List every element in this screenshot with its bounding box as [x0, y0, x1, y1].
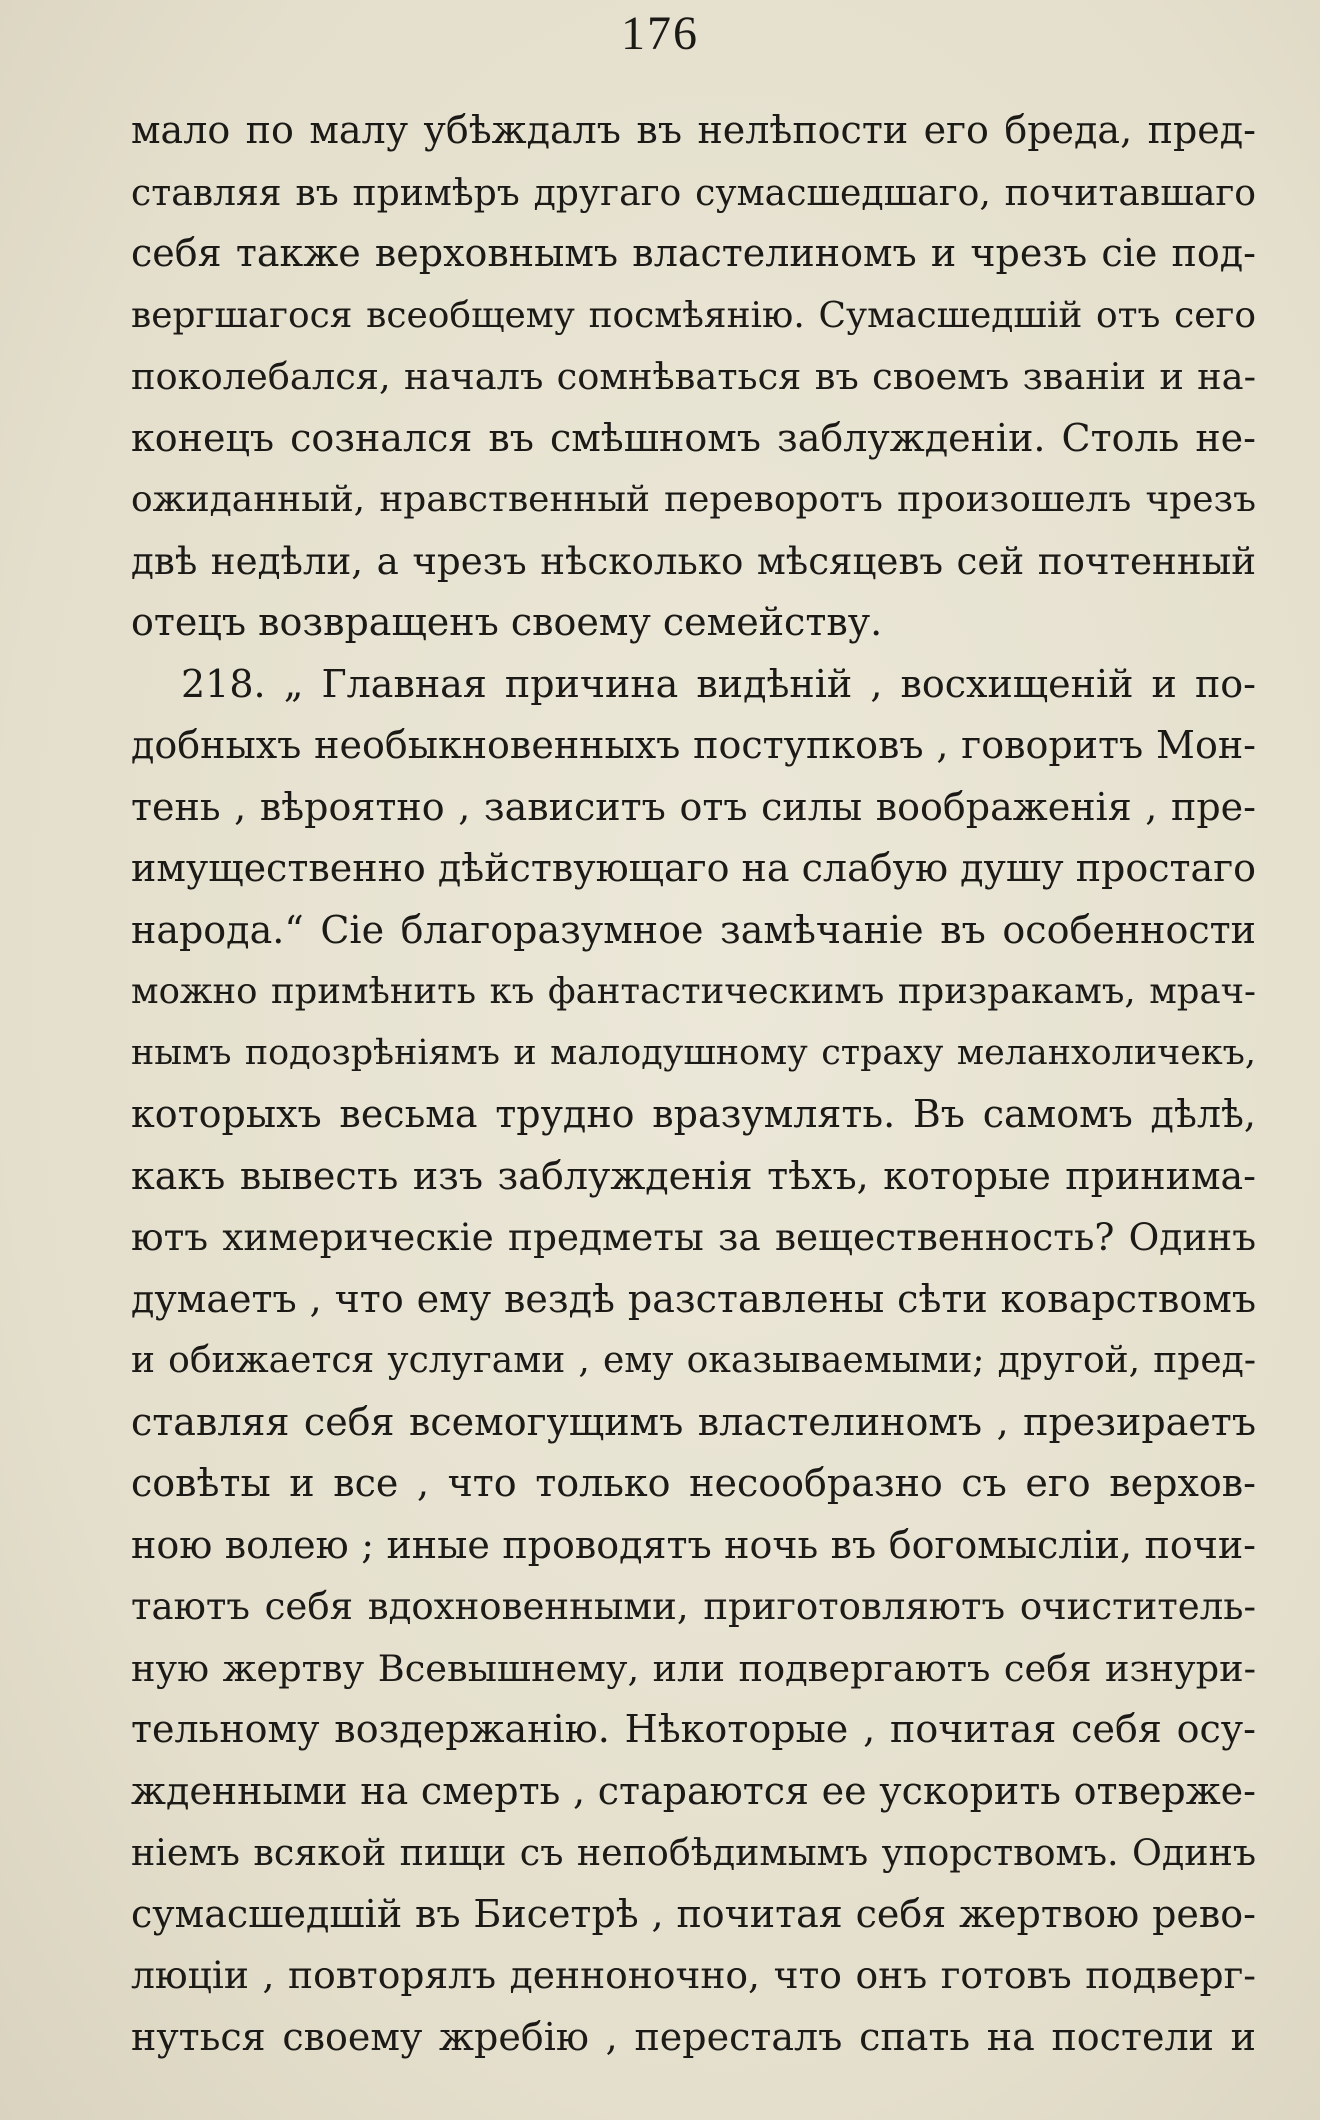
text-line: ставляя себя всемогущимъ властелиномъ , презираетъ — [131, 1399, 1256, 1444]
text-line: ніемъ всякой пищи съ непобѣдимымъ упорствомъ. Одинъ — [131, 1831, 1256, 1874]
text-line: совѣты и все , что только несообразно съ его верхов- — [131, 1461, 1256, 1505]
text-line: конецъ сознался въ смѣшномъ заблужденіи. Столь не- — [131, 415, 1256, 460]
text-line: думаетъ , что ему вездѣ разставлены сѣти коварствомъ — [131, 1276, 1256, 1321]
paragraph-start-line: 218. „ Главная причина видѣній , восхищеній и по- — [181, 661, 1256, 706]
text-line: нымъ подозрѣніямъ и малодушному страху меланхоличекъ, — [131, 1032, 1256, 1073]
body-text — [131, 100, 1256, 2068]
text-line: отецъ возвращенъ своему семейству. — [131, 600, 883, 644]
text-line: ную жертву Всевышнему, или подвергаютъ себя изнури- — [131, 1646, 1256, 1690]
text-line: тельному воздержанію. Нѣкоторые , почитая себя осу- — [131, 1707, 1256, 1751]
text-line: ожиданный, нравственный переворотъ произошелъ чрезъ — [131, 479, 1256, 520]
page-number: 176 — [621, 7, 699, 60]
text-line: ютъ химерическіе предметы за вещественность? Одинъ — [131, 1215, 1256, 1259]
text-line: жденными на смерть , стараются ее ускорить отверже- — [131, 1768, 1256, 1813]
text-line: которыхъ весьма трудно вразумлять. Въ самомъ дѣлѣ, — [131, 1092, 1256, 1136]
text-line: ставляя въ примѣръ другаго сумасшедшаго, почитавшаго — [131, 170, 1256, 214]
text-line: и обижается услугами , ему оказываемыми; другой, пред- — [131, 1340, 1256, 1381]
text-line: тень , вѣроятно , зависитъ отъ силы воображенія , пре- — [131, 784, 1256, 829]
text-line: можно примѣнить къ фантастическимъ призракамъ, мрач- — [131, 971, 1256, 1012]
text-line: вергшагося всеобщему посмѣянію. Сумасшедшій отъ сего — [131, 294, 1256, 336]
text-line: мало по малу убѣждалъ въ нелѣпости его бреда, пред- — [131, 108, 1256, 152]
text-line: какъ вывесть изъ заблужденія тѣхъ, которые принима- — [131, 1153, 1256, 1198]
text-line: себя также верховнымъ властелиномъ и чрезъ сіе под- — [131, 231, 1256, 275]
text-line: таютъ себя вдохновенными, приготовляютъ очиститель- — [131, 1585, 1256, 1628]
text-line: имущественно дѣйствующаго на слабую душу простаго — [131, 846, 1256, 890]
text-line: добныхъ необыкновенныхъ поступковъ , говоритъ Мон- — [131, 723, 1256, 767]
text-line: нуться своему жребію , пересталъ спать на постели и — [131, 2014, 1256, 2059]
text-line: сумасшедшій въ Бисетрѣ , почитая себя жертвою рево- — [131, 1891, 1256, 1936]
text-line: поколебался, началъ сомнѣваться въ своемъ званіи и на- — [131, 355, 1256, 398]
text-line: люціи , повторялъ денноночно, что онъ готовъ подверг- — [131, 1953, 1256, 1997]
text-line: народа.“ Сіе благоразумное замѣчаніе въ особенности — [131, 907, 1256, 952]
text-line: ною волею ; иные проводятъ ночь въ богомысліи, почи- — [131, 1522, 1256, 1567]
text-line: двѣ недѣли, а чрезъ нѣсколько мѣсяцевъ сей почтенный — [131, 538, 1256, 583]
